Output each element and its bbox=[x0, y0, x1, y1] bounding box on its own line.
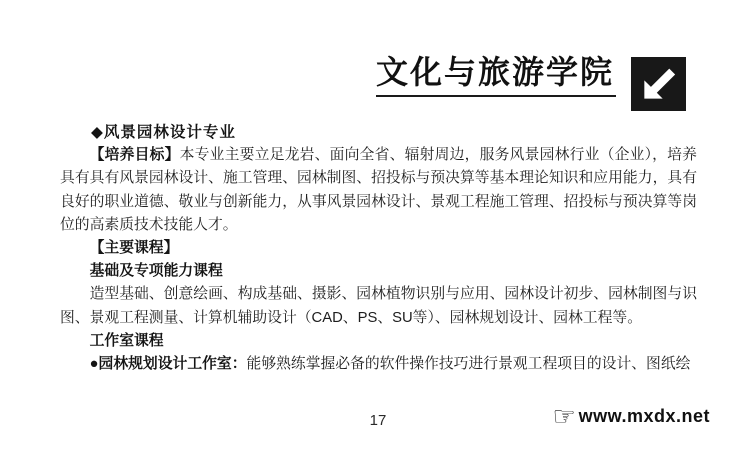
page-number: 17 bbox=[369, 412, 387, 429]
training-objectives-text: 本专业主要立足龙岩、面向全省、辐射周边，服务风景园林行业（企业），培养具有具有风景园林设计、施工管理、园林制图、招投标与预决算等基本理论知识和应用能力，具有良好的职业道德、敬业与创新能力，从事风景园林设计、景观工程施工管理、招投标与预决算等岗位的高素质技术技能人才。 bbox=[60, 147, 697, 233]
basic-courses-text: 造型基础、创意绘画、构成基础、摄影、园林植物识别与应用、园林设计初步、园林制图与识图、景观工程测量、计算机辅助设计（CAD、PS、SU等）、园林规划设计、园林工程等。 bbox=[60, 286, 697, 326]
main-content bbox=[60, 121, 697, 376]
main-courses-label: 【主要课程】 bbox=[89, 240, 179, 257]
studio-courses-heading-line bbox=[60, 330, 697, 353]
basic-courses-heading: 基础及专项能力课程 bbox=[89, 263, 223, 280]
basic-courses-heading-line bbox=[60, 260, 697, 283]
pointing-hand-icon: ☞ bbox=[552, 401, 576, 431]
studio-item-label: ●园林规划设计工作室： bbox=[89, 356, 247, 373]
studio-item-text: 能够熟练掌握必备的软件操作技巧进行景观工程项目的设计、图纸绘 bbox=[246, 356, 691, 373]
major-heading: ◆风景园林设计专业 bbox=[91, 124, 236, 141]
website bbox=[552, 403, 710, 429]
training-objectives-paragraph bbox=[60, 144, 697, 237]
studio-paragraph bbox=[60, 353, 697, 376]
main-courses-label-line bbox=[60, 237, 697, 260]
arrow-down-left-icon bbox=[631, 57, 686, 111]
basic-courses-paragraph bbox=[60, 283, 697, 329]
college-title: 文化与旅游学院 bbox=[376, 52, 616, 97]
training-objectives-label: 【培养目标】 bbox=[89, 147, 180, 164]
website-url: www.mxdx.net bbox=[578, 405, 710, 426]
studio-courses-heading: 工作室课程 bbox=[89, 332, 164, 349]
